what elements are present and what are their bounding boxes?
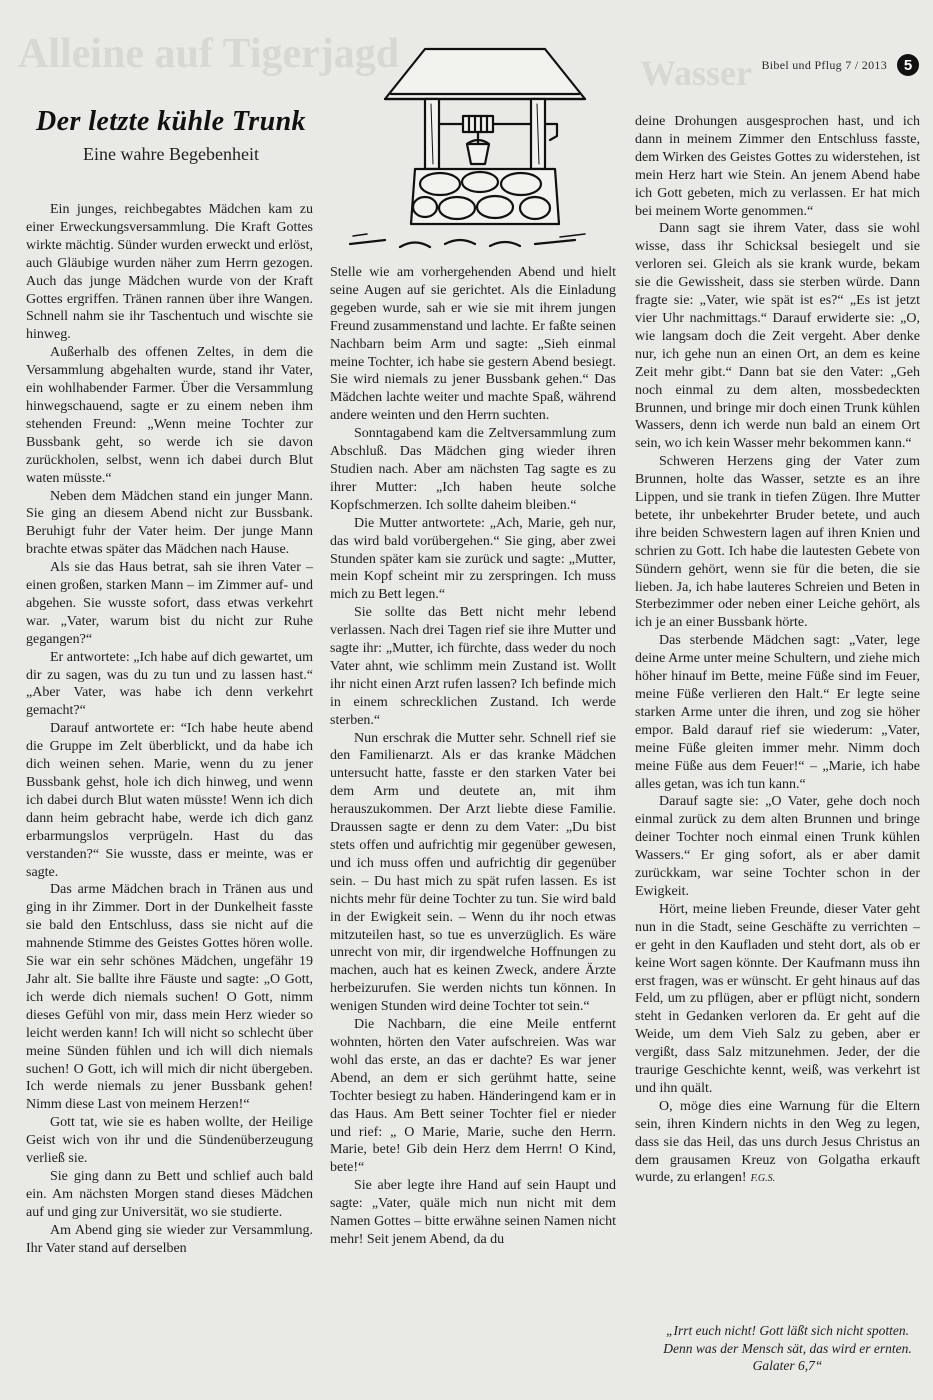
paragraph: Er antwortete: „Ich habe auf dich gewartet, um dir zu sagen, was du zu tun und zu lassen hast.“ „Aber Vater, was habe ich denn verkehrt gemacht?“ bbox=[26, 649, 313, 719]
paragraph: Die Mutter antwortete: „Ach, Marie, geh nur, das wird bald vorübergehen.“ Sie ging, aber zwei Stunden später kam sie zurück und sagte: „Mutter, mein Kopf scheint mir zu zerspringen. Ich muss mich zu Bett legen.“ bbox=[330, 515, 616, 603]
bleed-through-heading-left: Alleine auf Tigerjagd bbox=[18, 31, 400, 77]
page-number-badge: 5 bbox=[897, 54, 919, 76]
page-header bbox=[761, 54, 919, 76]
bible-quote: „Irrt euch nicht! Gott läßt sich nicht spotten. Denn was der Mensch sät, das wird er ernten. Galater 6,7“ bbox=[663, 1323, 912, 1373]
article-subtitle: Eine wahre Begebenheit bbox=[83, 144, 259, 164]
paragraph: Sonntagabend kam die Zeltversammlung zum Abschluß. Das Mädchen ging wieder ihren Studien nach. Aber am nächsten Tag sagte es zu ihrer Mutter: „Ich haben heute solche Kopfschmerzen. Ich sollte daheim bleiben.“ bbox=[330, 426, 616, 513]
paragraph: Das sterbende Mädchen sagt: „Vater, lege deine Arme unter meine Schultern, und ziehe mich höher hinauf im Bette, meine Füße sind im Feuer, meine Füße verlieren den Halt.“ Er legte seine starken Arme unter die ihren, und zog sie höher empor. Bald darauf rief sie wiederum: „Vater, meine Füße gleiten immer mehr. Nimm doch meine Füße aus dem Feuer!“ – „Marie, ich habe alles getan, was ich tun kann.“ bbox=[635, 633, 920, 792]
author-signature: F.G.S. bbox=[750, 1173, 776, 1185]
article-title: Der letzte kühle Trunk bbox=[36, 106, 306, 137]
paragraph-continuation: Stelle wie am vorhergehenden Abend und hielt seine Augen auf sie gerichtet. Als die Einladung gegeben wurde, sah er wie sie mit ihrem jungen Freund zusammenstand und lachte. Er faßte seinen Nachbarn beim Arm und sagte: „Sieh einmal meine Tochter, ich habe sie gestern Abend besiegt. Sie wird niemals zu jener Bussbank gehen.“ Das Mädchen lachte weiter und machte Spaß, während andere weinten und den Herrn suchten. bbox=[330, 265, 616, 424]
paragraph-final bbox=[635, 1098, 920, 1189]
paragraph: Dann sagt sie ihrem Vater, dass sie wohl wisse, dass ihr Schicksal besiegelt und sie verloren sei. Gleich als sie krank wurde, bekam sie die Gewissheit, dass sie sterben würde. Dann fragte sie: „Vater, wie spät ist es?“ „Es ist jetzt vier Uhr nachmittags.“ Darauf erwiderte sie: „O, wie langsam doch die Zeit vergeht. Aber denke nur, ich gehe nun an einen Ort, an dem es keine Zeit mehr gibt.“ Dann bat sie den Vater: „Geh noch einmal zu dem alten, mossbedeckten Brunnen, und bringe mir doch einen Trunk kühlen Wassers, denn ich werde nun bald an einem Ort sein, wo ich kein Wasser mehr bekommen kann.“ bbox=[635, 221, 920, 452]
paragraph: Darauf sagte sie: „O Vater, gehe doch noch einmal zurück zu dem alten Brunnen und bringe deiner Tochter noch einmal einen Trunk kühlen Wassers.“ Er ging sofort, als er aber damit zurückkam, war seine Tochter schon in der Ewigkeit. bbox=[635, 794, 920, 899]
wishing-well-icon bbox=[345, 44, 595, 259]
paragraph: Schweren Herzens ging der Vater zum Brunnen, holte das Wasser, setzte es an ihre Lippen, und sie trank in tiefen Zügen. Ihre Mutter betete, ihr unbekehrter Bruder betete, und auch ihre beiden Schwestern lagen auf ihren Knien und schrien zu Gott. Ich habe die lautesten Gebete von Sündern gehört, wenn sie für die beten, die sie lieben. Ja, ich habe lauteres Schreien und Beten in Sterbezimmer oder neben einer Leiche gehört, als ich je an einer Bussbank hörte. bbox=[635, 454, 920, 631]
paragraph: Gott tat, wie sie es haben wollte, der Heilige Geist wich von ihr und die Sündenüberzeugung verließ sie. bbox=[26, 1115, 313, 1167]
paragraph: Die Nachbarn, die eine Meile entfernt wohnten, hörten den Vater aufschreien. Was war wohl das erste, an das er dachte? Es war jener Abend, an dem er sich gerühmt hatte, seine Tochter besiegt zu haben. Händeringend kam er in das Haus. Am Bett seiner Tochter fiel er nieder und rief: „ O Marie, Marie, suche den Herrn. Marie, bete! Gib dein Herz dem Herrn! O Kind, bete!“ bbox=[330, 1017, 616, 1176]
paragraph-continuation: deine Drohungen ausgesprochen hast, und ich dann in meinem Zimmer den Entschluss fasste, dem Wirken des Geistes Gottes zu widerstehen, ist mein Herz hart wie Stein. An jenem Abend habe ich Gott gebeten, mich zu verlassen. Er hat mich bei meinem Worte genommen.“ bbox=[635, 114, 920, 219]
paragraph: Sie ging dann zu Bett und schlief auch bald ein. Am nächsten Morgen stand dieses Mädchen auf und ging zur Universität, wo sie studierte. bbox=[26, 1168, 313, 1220]
article-column-3 bbox=[635, 113, 920, 1188]
paragraph: Neben dem Mädchen stand ein junger Mann. Sie ging an diesem Abend nicht zur Bussbank. Beruhigt fuhr der Vater heim. Der junge Mann brachte etwas später das Mädchen nach Hause. bbox=[26, 488, 313, 558]
paragraph: Am Abend ging sie wieder zur Versammlung. Ihr Vater stand auf derselben bbox=[26, 1222, 313, 1256]
final-paragraph-text: O, möge dies eine Warnung für die Eltern sein, ihren Kindern nichts in den Weg zu legen, dass sie das Heil, das uns durch Jesus Christus an dem grausamen Kreuz von Golgatha erkauft wurde, zu erlangen! bbox=[635, 1098, 920, 1186]
publication-name: Bibel und Pflug 7 / 2013 bbox=[761, 57, 887, 72]
article-column-2 bbox=[330, 264, 616, 1249]
paragraph: Das arme Mädchen brach in Tränen aus und ging in ihr Zimmer. Dort in der Dunkelheit fasste sie bald den Entschluss, dass sie nicht auf die mahnende Stimme des Geistes Gottes hören wolle. Sie war ein sehr schönes Mädchen, ungefähr 19 Jahr alt. Sie ballte ihre Fäuste und sagte: „O Gott, ich werde dich niemals suchen! O Gott, nimm dieses Gefühl von mir, dass mein Herz wieder so leicht werden kann! Ich will nicht so schlecht über meine Sünden fühlen und ich will dich niemals suchen! O Gott, ich will mich dir nicht übergeben. Ich werde niemals zu jener Bussbank gehen! Nimm diese Last von meinem Herzen!“ bbox=[26, 882, 313, 1113]
paragraph: Hört, meine lieben Freunde, dieser Vater geht nun in die Stadt, seine Geschäfte zu verrichten – er geht in den Kaufladen und steht dort, als ob er keine Wort sagen könnte. Der Kaufmann muss ihn erst fragen, was er wünscht. Er geht hinaus auf das Feld, um zu pflügen, aber er pflügt nicht, sondern steht in Gedanken verloren da. Er geht auf die Weide, um dem Vieh Salz zu geben, aber er vergißt, dass Salz mitzunehmen. Jeder, der die traurige Geschichte kennt, weiß, was verkehrt ist und ihn quält. bbox=[635, 901, 920, 1096]
paragraph: Sie aber legte ihre Hand auf sein Haupt und sagte: „Vater, quäle mich nun nicht mit dem Namen Gottes – bitte erwähne seinen Namen nicht mehr! Seit jenem Abend, da du bbox=[330, 1178, 616, 1247]
paragraph: Sie sollte das Bett nicht mehr lebend verlassen. Nach drei Tagen rief sie ihre Mutter und sagte ihr: „Mutter, ich fürchte, dass weder du noch Vater ahnt, wie schlimm mein Zustand ist. Wollt ihr nicht einen Arzt rufen lassen? Ich befinde mich in einem schrecklichen Zustand. Ich werde sterben.“ bbox=[330, 605, 616, 728]
paragraph: Außerhalb des offenen Zeltes, in dem die Versammlung abgehalten wurde, stand ihr Vater, ein wohlhabender Farmer. Über die Versammlung hinwegschauend, sagte er zu einem neben ihm stehenden Freund: „Wenn meine Tochter zur Bussbank geht, so werde ich sie davon zurückholen, selbst, wenn ich dabei durch Blut waten müsste.“ bbox=[26, 345, 313, 486]
article-column-1 bbox=[26, 201, 313, 1257]
paragraph: Als sie das Haus betrat, sah sie ihren Vater – einen großen, starken Mann – im Zimmer auf- und abgehen. Sie wusste sofort, dass etwas verkehrt war. „Vater, warum bist du nicht zur Ruhe gegangen?“ bbox=[26, 560, 313, 647]
bleed-through-heading-right: Wasser bbox=[640, 53, 752, 93]
paragraph: Ein junges, reichbegabtes Mädchen kam zu einer Erweckungsversammlung. Die Kraft Gottes wirkte mächtig. Sünder wurden erweckt und erlöst, auch Gläubige wurden näher zum Herrn gezogen. Auch das junge Mädchen wurde von der Kraft Gottes ergriffen. Tränen rannen über ihre Wangen. Schnell nahm sie ihr Taschentuch und wischte sie hinweg. bbox=[26, 202, 313, 343]
paragraph: Nun erschrak die Mutter sehr. Schnell rief sie den Familienarzt. Als er das kranke Mädchen untersucht hatte, fasste er den starken Vater bei dem Arm und deutete an, mit ihm herauszukommen. Der Arzt liebte diese Familie. Draussen sagte er denn zu dem Vater: „Du bist stets offen und aufrichtig mir gegenüber gewesen, und ich muss offen und aufrichtig dir gegenüber sein. – Du hast mich zu spät rufen lassen. Es ist nichts mehr für deine Tochter zu tun. Sie wird bald in der Ewigkeit sein. – Wenn du ihr noch etwas mitzuteilen hast, so tue es unverzüglich. Es wäre unrecht von mir, dir irgendwelche Hoffnungen zu machen, auch hat es keinen Zweck, andere Ärzte herbeizurufen. Sie werden nichts tun können. In wenigen Stunden wird deine Tochter tot sein.“ bbox=[330, 730, 616, 1015]
paragraph: Darauf antwortete er: “Ich habe heute abend die Gruppe im Zelt überblickt, und da habe ich dich weinen sehen. Marie, wenn du zu jener Bussbank gehst, hole ich dich hinweg, und wenn ich dabei durch Blut waten müsste! Wenn ich dich dann heim gebracht habe, werde ich dich ganz erbarmungslos verprügeln. Hast du das verstanden?“ Sie wusste, dass er meinte, was er sagte. bbox=[26, 721, 313, 880]
